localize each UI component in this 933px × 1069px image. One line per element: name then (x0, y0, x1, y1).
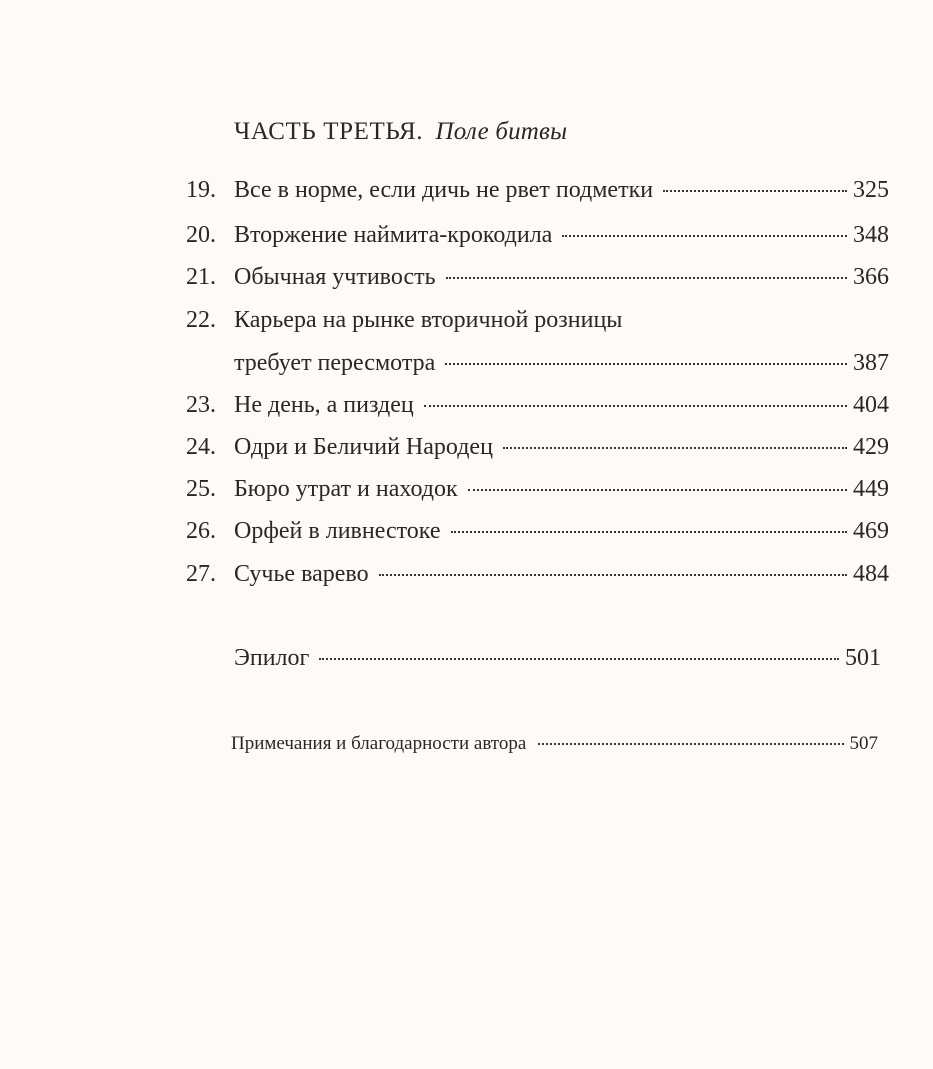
chapter-title: Не день, а пиздец (234, 392, 414, 418)
dot-leader (319, 658, 839, 660)
toc-entry-epilog[interactable] (234, 645, 881, 681)
chapter-number: 23. (186, 392, 216, 418)
chapter-number: 19. (186, 177, 216, 203)
toc-entry-continuation[interactable] (186, 350, 889, 386)
part-title: Поле битвы (435, 118, 568, 145)
chapter-number: 22. (186, 307, 216, 333)
page-number: 507 (849, 733, 878, 754)
toc-entry[interactable] (186, 434, 889, 470)
chapter-title: Сучье варево (234, 561, 369, 587)
chapter-title: Бюро утрат и находок (234, 476, 458, 502)
dot-leader (663, 190, 847, 192)
chapter-title: Одри и Беличий Народец (234, 434, 493, 460)
chapter-number: 21. (186, 264, 216, 290)
page-number: 366 (853, 264, 889, 290)
dot-leader (446, 277, 847, 279)
toc-entry[interactable] (186, 264, 889, 300)
toc-entry[interactable] (186, 476, 889, 512)
toc-entry[interactable] (186, 222, 889, 258)
dot-leader (468, 489, 847, 491)
page-number: 484 (853, 561, 889, 587)
toc-entry[interactable] (186, 177, 889, 213)
chapter-number: 20. (186, 222, 216, 248)
toc-entry[interactable] (186, 518, 889, 554)
dot-leader (562, 235, 847, 237)
page-number: 501 (845, 645, 881, 671)
dot-leader (451, 531, 848, 533)
chapter-number: 26. (186, 518, 216, 544)
chapter-title-continuation: требует пересмотра (234, 350, 436, 376)
page-number: 387 (853, 350, 889, 376)
page-number: 404 (853, 392, 889, 418)
chapter-title: Все в норме, если дичь не рвет подметки (234, 177, 654, 203)
chapter-number: 27. (186, 561, 216, 587)
dot-leader (503, 447, 847, 449)
dot-leader (445, 363, 847, 365)
dot-leader (538, 743, 843, 745)
part-label: ЧАСТЬ ТРЕТЬЯ. (234, 118, 424, 145)
dot-leader (424, 405, 847, 407)
toc-entry[interactable] (186, 561, 889, 597)
chapter-title: Вторжение наймита-крокодила (234, 222, 553, 248)
chapter-title: Карьера на рынке вторичной розницы (234, 307, 623, 333)
page-number: 429 (853, 434, 889, 460)
page-number: 325 (853, 177, 889, 203)
dot-leader (379, 574, 847, 576)
chapter-number: 24. (186, 434, 216, 460)
page-number: 469 (853, 518, 889, 544)
part-heading (234, 118, 567, 146)
toc-entry-notes[interactable] (231, 733, 878, 769)
page-number: 449 (853, 476, 889, 502)
notes-title: Примечания и благодарности автора (231, 733, 527, 754)
toc-entry[interactable] (186, 392, 889, 428)
chapter-title: Обычная учтивость (234, 264, 436, 290)
epilog-title: Эпилог (234, 645, 310, 671)
page-number: 348 (853, 222, 889, 248)
toc-entry[interactable] (186, 307, 622, 343)
chapter-number: 25. (186, 476, 216, 502)
chapter-title: Орфей в ливнестоке (234, 518, 441, 544)
